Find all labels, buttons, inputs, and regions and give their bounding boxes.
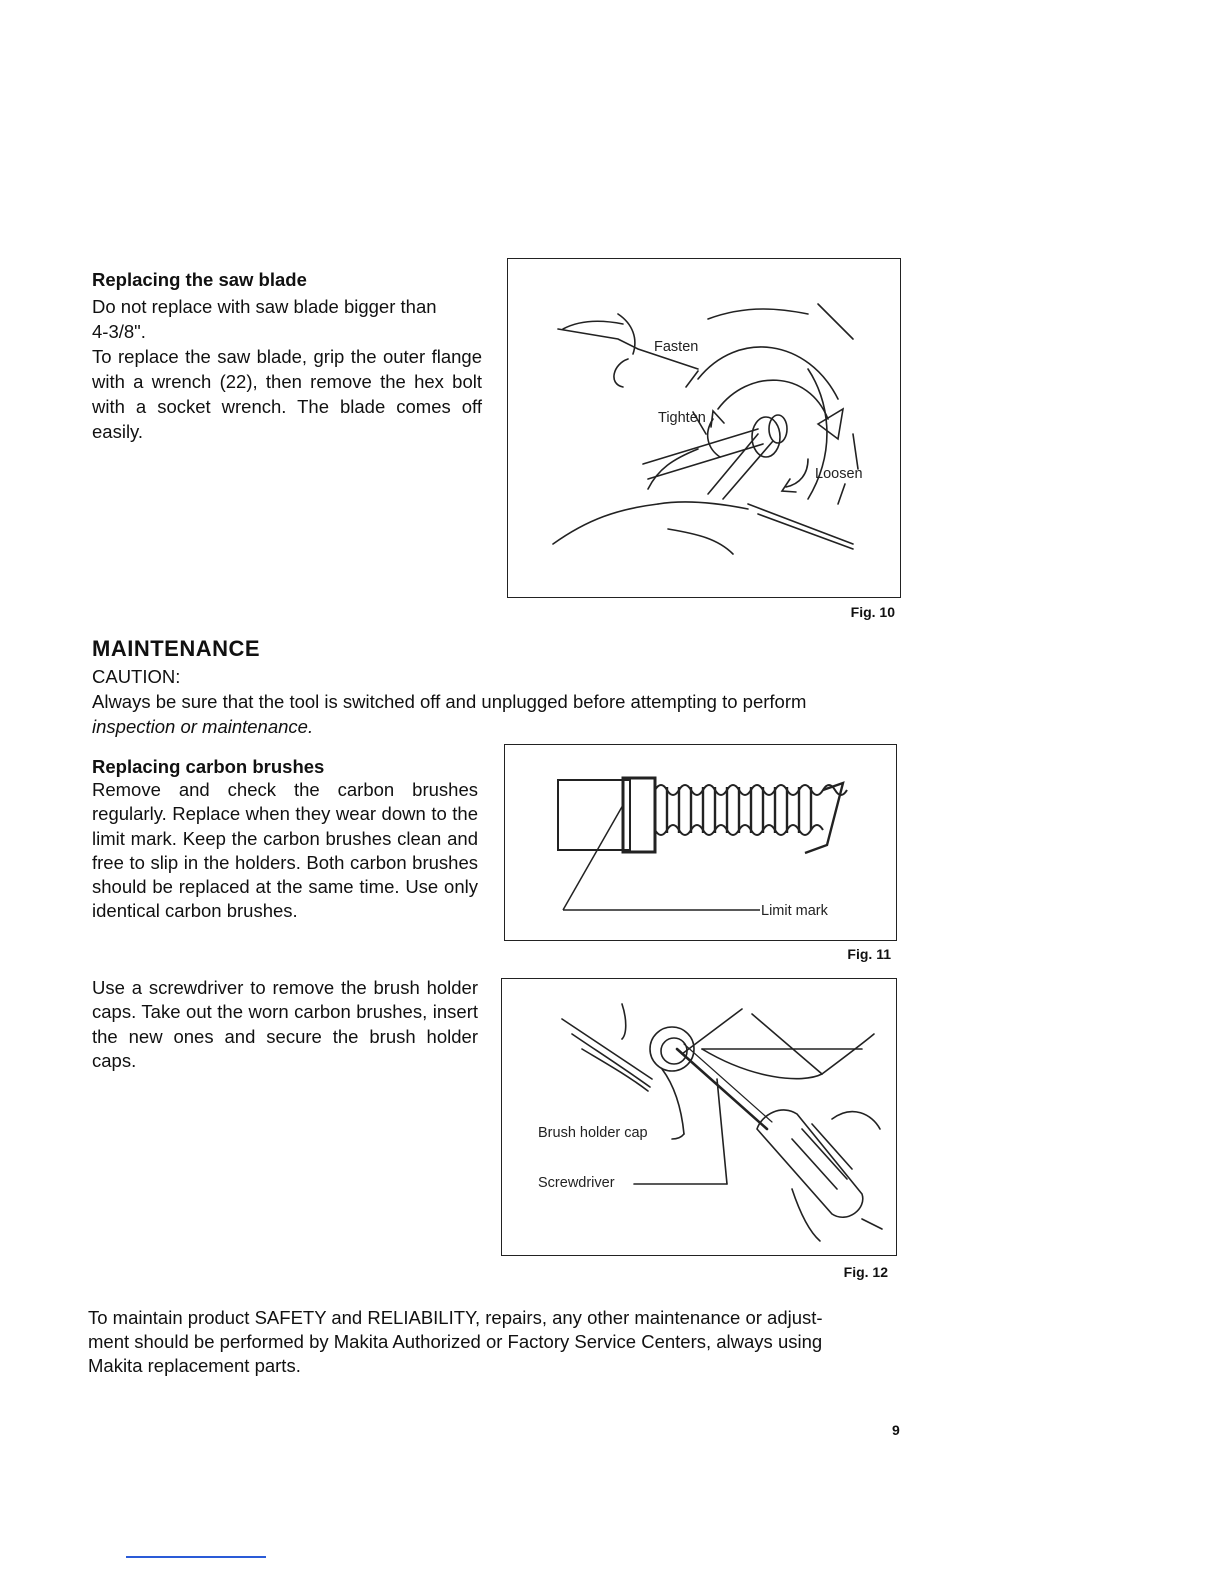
service-notice-line1: To maintain product SAFETY and RELIABILITY, repairs, any other maintenance or adjust- <box>88 1307 823 1328</box>
brushes-heading: Replacing carbon brushes <box>92 756 325 777</box>
scan-edge-line <box>126 1556 266 1558</box>
service-notice-line3: Makita replacement parts. <box>88 1355 301 1376</box>
figure-10-caption: Fig. 10 <box>850 604 895 620</box>
service-notice-line2: ment should be performed by Makita Authorized or Factory Service Centers, always using <box>88 1331 823 1352</box>
brushes-paragraph2: Use a screwdriver to remove the brush holder caps. Take out the worn carbon brushes, insert the new ones and secure the brush holder caps. <box>92 977 478 1071</box>
caution-line2: inspection or maintenance. <box>92 716 314 737</box>
figure-11-box <box>504 744 897 941</box>
saw-blade-text <box>92 294 482 444</box>
saw-blade-paragraph: To replace the saw blade, grip the outer flange with a wrench (22), then remove the hex bolt with a socket wrench. The blade comes off easily. <box>92 346 482 442</box>
maintenance-heading: MAINTENANCE <box>92 636 261 661</box>
tighten-label: Tighten <box>658 410 706 426</box>
service-notice <box>88 1306 903 1378</box>
saw-blade-heading: Replacing the saw blade <box>92 269 307 290</box>
saw-blade-illustration <box>508 259 899 596</box>
screwdriver-illustration <box>502 979 895 1254</box>
figure-12-caption: Fig. 12 <box>843 1264 888 1280</box>
caution-line1: Always be sure that the tool is switched off and unplugged before attempting to perform <box>92 691 807 712</box>
figure-11-caption: Fig. 11 <box>847 946 891 962</box>
brushes-paragraph1: Remove and check the carbon brushes regularly. Replace when they wear down to the limit mark. Keep the carbon brushes clean and free to slip in the holders. Both carbon brushes should be replaced at the same time. Use only identical carbon brushes. <box>92 779 478 922</box>
brush-holder-cap-label: Brush holder cap <box>538 1125 648 1141</box>
caution-label: CAUTION: <box>92 666 181 687</box>
saw-blade-line2: 4-3/8". <box>92 321 146 342</box>
limit-mark-label: Limit mark <box>761 903 828 919</box>
figure-10-box <box>507 258 901 598</box>
carbon-brush-illustration <box>505 745 895 939</box>
saw-blade-line1: Do not replace with saw blade bigger than <box>92 296 437 317</box>
loosen-label: Loosen <box>815 466 863 482</box>
page-number: 9 <box>892 1422 900 1438</box>
caution-text <box>92 689 902 739</box>
screwdriver-label: Screwdriver <box>538 1175 615 1191</box>
figure-12-box <box>501 978 897 1256</box>
fasten-label: Fasten <box>654 339 699 355</box>
